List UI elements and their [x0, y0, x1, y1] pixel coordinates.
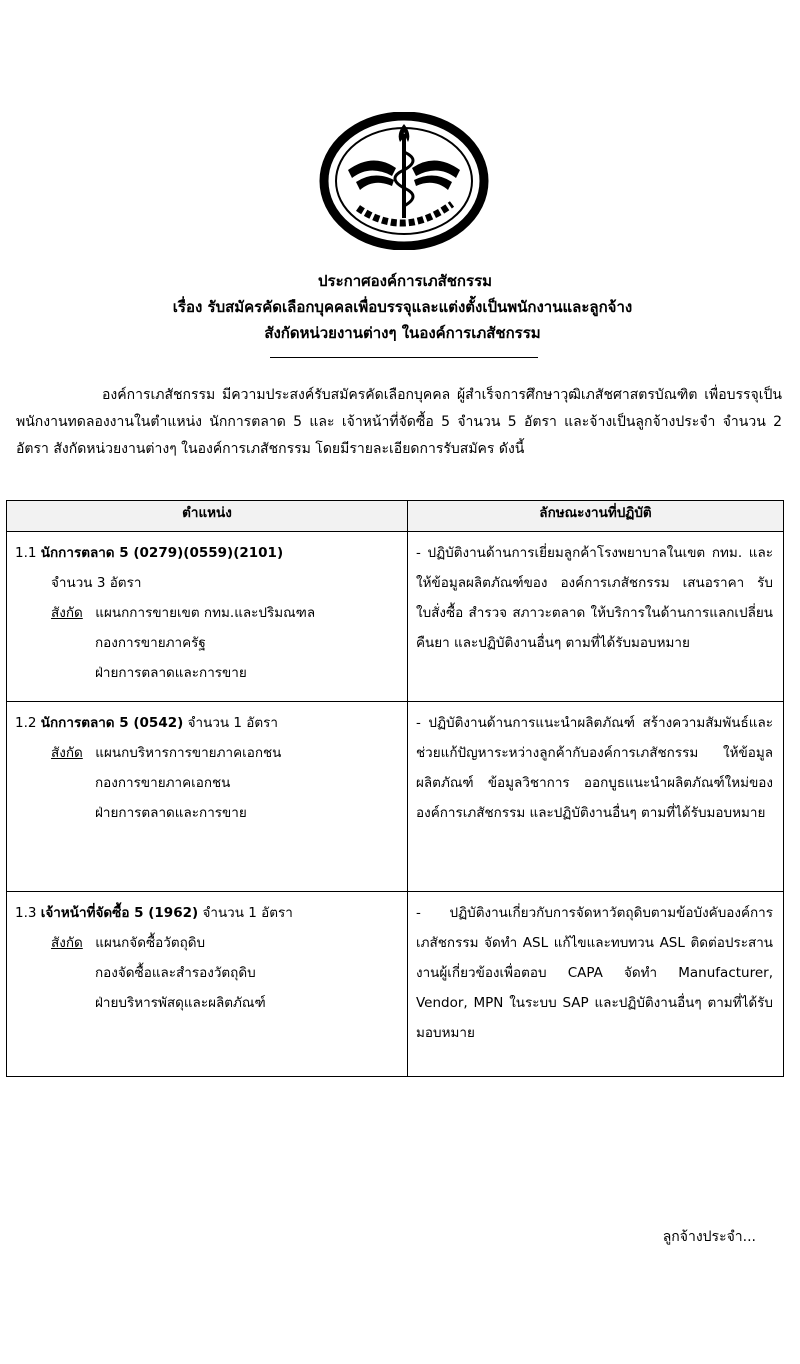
table-header-row — [7, 501, 784, 532]
announcement-subject: เรื่อง รับสมัครคัดเลือกบุคคลเพื่อบรรจุและแต่งตั้งเป็นพนักงานและลูกจ้าง — [172, 298, 633, 316]
position-title: เจ้าหน้าที่จัดซื้อ 5 (1962) — [40, 905, 199, 921]
affiliation-line — [15, 928, 399, 958]
header-duties: ลักษณะงานที่ปฏิบัติ — [408, 501, 784, 532]
affiliation-label: สังกัด — [51, 935, 83, 951]
position-cell — [7, 532, 408, 702]
header-position: ตำแหน่ง — [7, 501, 408, 532]
affiliation-label: สังกัด — [51, 745, 83, 761]
unit-name: ฝ่ายการตลาดและการขาย — [95, 805, 247, 821]
intro-text: องค์การเภสัชกรรม มีความประสงค์รับสมัครคัดเลือกบุคคล ผู้สำเร็จการศึกษาวุฒิเภสัชศาสตรบัณฑิต เพื่อบรรจุเป็นพนักงานทดลองงานในตำแหน่ง นักการตลาด 5 และ เจ้าหน้าที่จัดซื้อ 5 จำนวน 5 อัตรา และจ้างเป็นลูกจ้างประจำ จำนวน 2 อัตรา สังกัดหน่วยงานต่างๆ ในองค์การเภสัชกรรม โดยมีรายละเอียดการรับสมัคร ดังนี้ — [16, 387, 782, 457]
seal-icon — [318, 112, 490, 250]
duties-cell: - ปฏิบัติงานด้านการเยี่ยมลูกค้าโรงพยาบาลในเขต กทม. และให้ข้อมูลผลิตภัณฑ์ของ องค์การเภสัชกรรม เสนอราคา รับใบสั่งซื้อ สำรวจ สภาวะตลาด ให้บริการในด้านการแลกเปลี่ยนคืนยา และปฏิบัติงานอื่นๆ ตามที่ได้รับมอบหมาย — [408, 532, 784, 702]
affiliation-label: สังกัด — [51, 605, 83, 621]
unit-name: แผนกจัดซื้อวัตถุดิบ — [95, 935, 206, 951]
unit-name: แผนกบริหารการขายภาคเอกชน — [95, 745, 282, 761]
unit-name: ฝ่ายการตลาดและการขาย — [95, 665, 247, 681]
unit-name: ฝ่ายบริหารพัสดุและผลิตภัณฑ์ — [95, 995, 266, 1011]
table-row — [7, 892, 784, 1077]
position-count: จำนวน 1 อัตรา — [187, 715, 279, 731]
header-divider — [270, 357, 538, 358]
position-title-line: 1.1 นักการตลาด 5 (0279)(0559)(2101) — [15, 545, 284, 561]
intro-paragraph — [16, 382, 782, 463]
position-count: จำนวน 1 อัตรา — [202, 905, 293, 921]
position-title: นักการตลาด 5 (0542) — [40, 715, 184, 731]
position-cell — [7, 892, 408, 1077]
unit-name: กองการขายภาครัฐ — [95, 635, 206, 651]
position-count: จำนวน 3 อัตรา — [51, 575, 142, 591]
gpo-seal-logo — [318, 112, 490, 250]
duties-cell: - ปฏิบัติงานด้านการแนะนำผลิตภัณฑ์ สร้างความสัมพันธ์และช่วยแก้ปัญหาระหว่างลูกค้ากับองค์การเภสัชกรรม ให้ข้อมูลผลิตภัณฑ์ ข้อมูลวิชาการ ออกบูธแนะนำผลิตภัณฑ์ใหม่ขององค์การเภสัชกรรม และปฏิบัติงานอื่นๆ ตามที่ได้รับมอบหมาย — [408, 702, 784, 892]
affiliation-line — [15, 598, 399, 628]
affiliation-line — [15, 738, 399, 768]
duties-cell: - ปฏิบัติงานเกี่ยวกับการจัดหาวัตถุดิบตามข้อบังคับองค์การเภสัชกรรม จัดทำ ASL แก้ไขและทบทวน ASL ติดต่อประสานงานผู้เกี่ยวข้องเพื่อตอบ CAPA จัดทำ Manufacturer, Vendor, MPN ในระบบ SAP และปฏิบัติงานอื่นๆ ตามที่ได้รับมอบหมาย — [408, 892, 784, 1077]
continuation-note: ลูกจ้างประจำ... — [662, 1229, 756, 1245]
position-cell — [7, 702, 408, 892]
unit-name: แผนกการขายเขต กทม.และปริมณฑล — [95, 605, 316, 621]
unit-name: กองการขายภาคเอกชน — [95, 775, 231, 791]
table-row — [7, 702, 784, 892]
position-title: นักการตลาด 5 (0279)(0559)(2101) — [40, 545, 284, 561]
position-title-line: 1.2 นักการตลาด 5 (0542) จำนวน 1 อัตรา — [15, 715, 279, 731]
announcement-subject-cont: สังกัดหน่วยงานต่างๆ ในองค์การเภสัชกรรม — [264, 324, 541, 342]
positions-table — [6, 500, 784, 1077]
table-row — [7, 532, 784, 702]
announcement-title: ประกาศองค์การเภสัชกรรม — [317, 272, 493, 290]
unit-name: กองจัดซื้อและสำรองวัตถุดิบ — [95, 965, 256, 981]
position-title-line: 1.3 เจ้าหน้าที่จัดซื้อ 5 (1962) จำนวน 1 อัตรา — [15, 905, 293, 921]
announcement-header — [0, 268, 800, 346]
